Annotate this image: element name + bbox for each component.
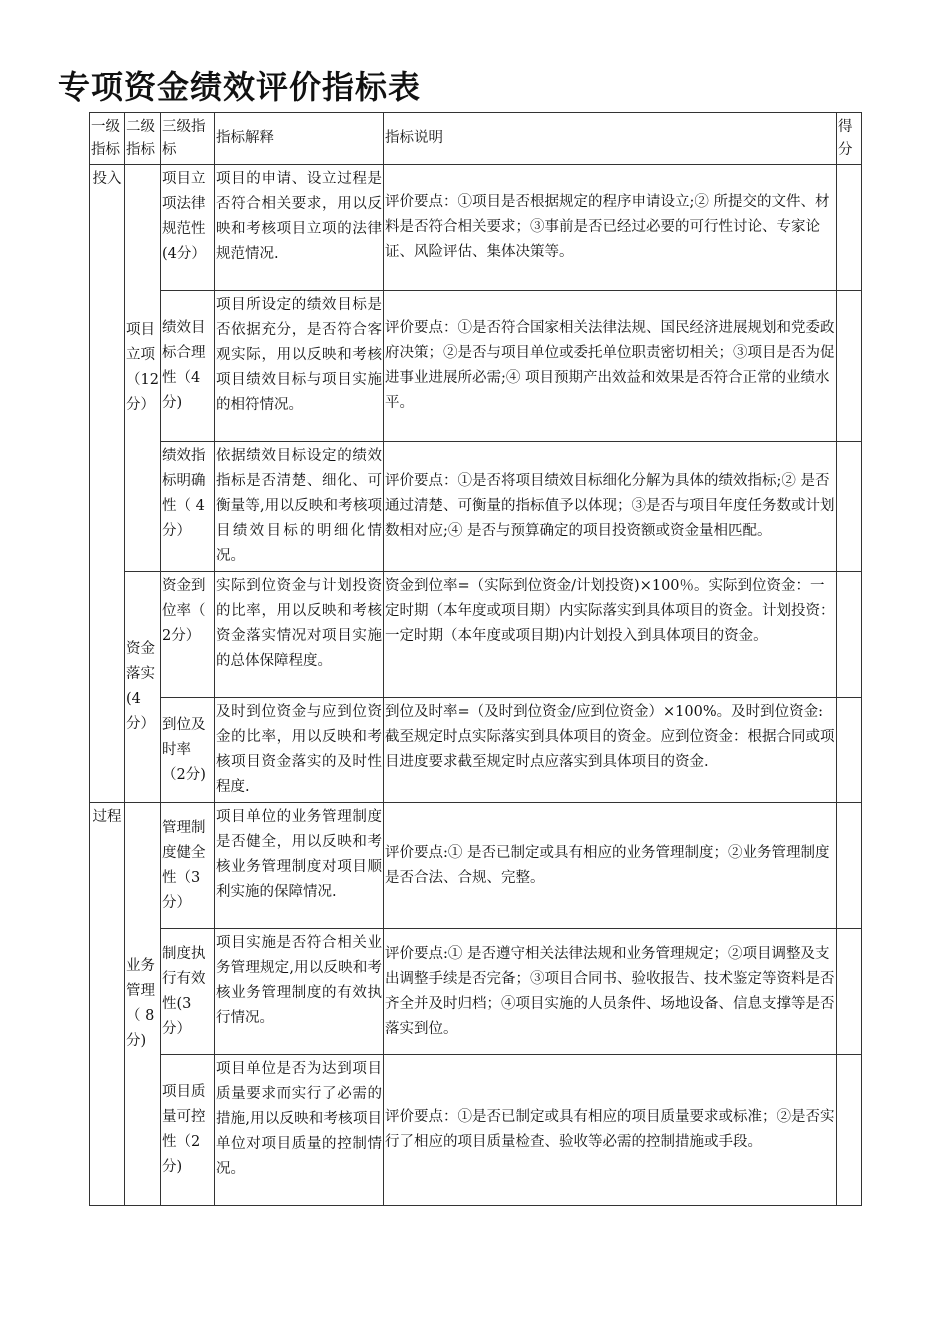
- level3-cell: 项目立项法律规范性(4分）: [161, 165, 215, 291]
- level2-cell: 资金落实(4分）: [125, 572, 161, 803]
- table-row: [90, 698, 862, 803]
- explanation-cell: 项目的申请、设立过程是否符合相关要求，用以反映和考核项目立项的法律规范情况.: [215, 165, 384, 291]
- level2-cell: 项目立项（12分）: [125, 165, 161, 572]
- score-cell: [837, 929, 862, 1055]
- table-row: [90, 803, 862, 929]
- table-row: [90, 165, 862, 291]
- header-description: 指标说明: [384, 113, 837, 165]
- table-header-row: [90, 113, 862, 165]
- description-cell: 资金到位率=（实际到位资金/计划投资)×100％。实际到位资金：一定时期（本年度或项目期）内实际落实到具体项目的资金。计划投资：一定时期（本年度或项目期)内计划投入到具体项目的资金。: [384, 572, 837, 698]
- table-row: [90, 291, 862, 442]
- header-explanation: 指标解释: [215, 113, 384, 165]
- description-cell: 到位及时率=（及时到位资金/应到位资金）×100%。及时到位资金:截至规定时点实际落实到具体项目的资金。应到位资金：根据合同或项目进度要求截至规定时点应落实到具体项目的资金.: [384, 698, 837, 803]
- score-cell: [837, 291, 862, 442]
- evaluation-indicator-table: [89, 112, 862, 1206]
- explanation-cell: 项目实施是否符合相关业务管理规定,用以反映和考核业务管理制度的有效执行情况。: [215, 929, 384, 1055]
- level3-cell: 绩效目标合理性（4分): [161, 291, 215, 442]
- level3-cell: 制度执行有效性(3分）: [161, 929, 215, 1055]
- header-level2: 二级指标: [125, 113, 161, 165]
- explanation-cell: 项目所设定的绩效目标是否依据充分，是否符合客观实际，用以反映和考核项目绩效目标与项目实施的相符情况。: [215, 291, 384, 442]
- description-cell: 评价要点：①是否将项目绩效目标细化分解为具体的绩效指标;② 是否通过清楚、可衡量的指标值予以体现；③是否与项目年度任务数或计划数相对应;④ 是否与预算确定的项目投资额或资金量相匹配。: [384, 442, 837, 572]
- header-score: 得分: [837, 113, 862, 165]
- level3-cell: 到位及时率（2分): [161, 698, 215, 803]
- table-row: [90, 929, 862, 1055]
- explanation-cell: 实际到位资金与计划投资的比率，用以反映和考核资金落实情况对项目实施的总体保障程度。: [215, 572, 384, 698]
- score-cell: [837, 1055, 862, 1206]
- score-cell: [837, 442, 862, 572]
- level3-cell: 项目质量可控性（2分): [161, 1055, 215, 1206]
- explanation-cell: 项目单位的业务管理制度是否健全，用以反映和考核业务管理制度对项目顺利实施的保障情况.: [215, 803, 384, 929]
- table-row: [90, 572, 862, 698]
- description-cell: 评价要点：①项目是否根据规定的程序申请设立;② 所提交的文件、材料是否符合相关要求；③事前是否已经过必要的可行性讨论、专家论证、风险评估、集体决策等。: [384, 165, 837, 291]
- page-title: 专项资金绩效评价指标表: [58, 68, 422, 106]
- explanation-cell: 及时到位资金与应到位资金的比率，用以反映和考核项目资金落实的及时性程度.: [215, 698, 384, 803]
- level3-cell: 管理制度健全性（3分）: [161, 803, 215, 929]
- description-cell: 评价要点:① 是否已制定或具有相应的业务管理制度；②业务管理制度是否合法、合规、完整。: [384, 803, 837, 929]
- score-cell: [837, 165, 862, 291]
- score-cell: [837, 572, 862, 698]
- score-cell: [837, 698, 862, 803]
- header-level3: 三级指标: [161, 113, 215, 165]
- explanation-cell: 依据绩效目标设定的绩效指标是否清楚、细化、可衡量等,用以反映和考核项目绩效目标的明细化情况。: [215, 442, 384, 572]
- level3-cell: 绩效指标明确性（ 4分）: [161, 442, 215, 572]
- description-cell: 评价要点：①是否符合国家相关法律法规、国民经济进展规划和党委政府决策；②是否与项目单位或委托单位职责密切相关；③项目是否为促进事业进展所必需;④ 项目预期产出效益和效果是否符合正常的业绩水平。: [384, 291, 837, 442]
- header-level1: 一级指标: [90, 113, 125, 165]
- table-row: [90, 1055, 862, 1206]
- description-cell: 评价要点：①是否已制定或具有相应的项目质量要求或标准；②是否实行了相应的项目质量检查、验收等必需的控制措施或手段。: [384, 1055, 837, 1206]
- explanation-cell: 项目单位是否为达到项目质量要求而实行了必需的措施,用以反映和考核项目单位对项目质量的控制情况。: [215, 1055, 384, 1206]
- description-cell: 评价要点:① 是否遵守相关法律法规和业务管理规定；②项目调整及支出调整手续是否完备；③项目合同书、验收报告、技术鉴定等资料是否齐全并及时归档；④项目实施的人员条件、场地设备、信息支撑等是否落实到位。: [384, 929, 837, 1055]
- level2-cell: 业务管理（ 8分): [125, 803, 161, 1206]
- level1-cell: 投入: [90, 165, 125, 803]
- level3-cell: 资金到位率（ 2分）: [161, 572, 215, 698]
- level1-cell: 过程: [90, 803, 125, 1206]
- score-cell: [837, 803, 862, 929]
- table-row: [90, 442, 862, 572]
